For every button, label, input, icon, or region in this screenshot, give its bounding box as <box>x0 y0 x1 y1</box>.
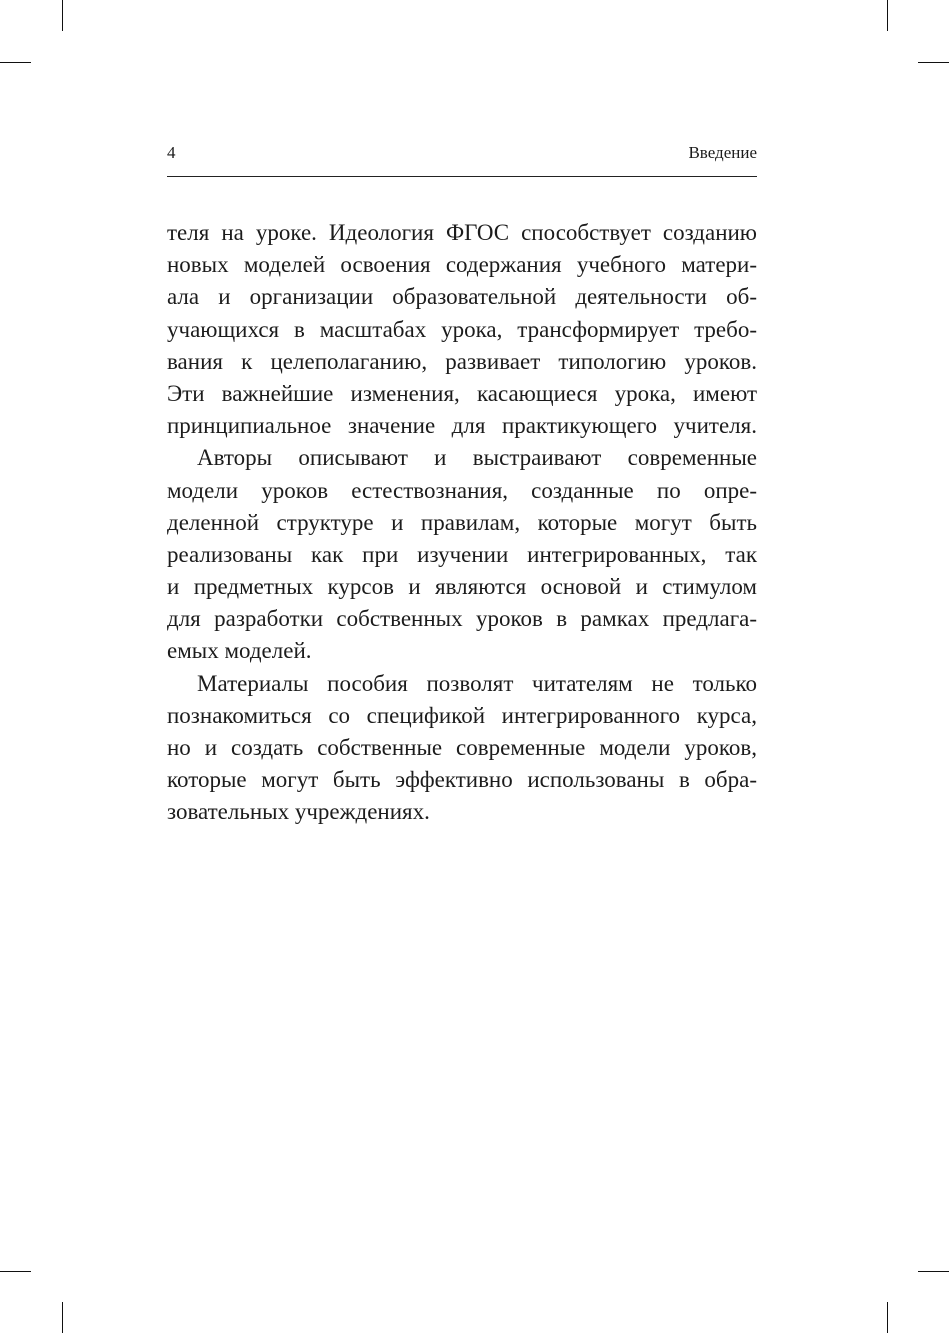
text-line: для разработки собственных уроков в рамках предлага- <box>167 606 757 632</box>
text-line: которые могут быть эффективно использованы в обра- <box>167 767 757 793</box>
text-line: ала и организации образовательной деятельности об- <box>167 284 757 310</box>
header-rule <box>167 176 757 177</box>
paragraph-3 <box>167 668 757 829</box>
crop-mark-bottom-left-horizontal <box>0 1271 31 1272</box>
text-line: модели уроков естествознания, созданные по опре- <box>167 477 757 503</box>
text-line: новых моделей освоения содержания учебного матери- <box>167 252 757 278</box>
paragraph-1 <box>167 217 757 442</box>
page-header <box>167 142 757 164</box>
text-line: Авторы описывают и выстраивают современные <box>197 445 757 471</box>
body-text <box>167 217 757 829</box>
text-line: зовательных учреждениях. <box>167 799 430 825</box>
crop-mark-top-left-vertical <box>62 0 63 31</box>
text-line: Материалы пособия позволят читателям не только <box>197 670 757 696</box>
crop-mark-top-left-horizontal <box>0 62 31 63</box>
text-line: и предметных курсов и являются основой и стимулом <box>167 574 757 600</box>
text-line: вания к целеполаганию, развивает типологию уроков. <box>167 348 757 374</box>
paragraph-2 <box>167 442 757 667</box>
page-number: 4 <box>167 143 176 162</box>
text-line: но и создать собственные современные модели уроков, <box>167 735 757 760</box>
crop-mark-top-right-horizontal <box>918 62 949 63</box>
text-line: учающихся в масштабах урока, трансформирует требо- <box>167 316 757 342</box>
crop-mark-bottom-left-vertical <box>62 1302 63 1333</box>
text-line: емых моделей. <box>167 638 312 664</box>
text-line: деленной структуре и правилам, которые могут быть <box>167 509 757 535</box>
text-line: реализованы как при изучении интегрированных, так <box>167 541 757 567</box>
crop-mark-bottom-right-vertical <box>887 1302 888 1333</box>
running-title: Введение <box>688 143 757 162</box>
crop-mark-top-right-vertical <box>887 0 888 31</box>
text-line: теля на уроке. Идеология ФГОС способствует созданию <box>167 220 757 245</box>
crop-mark-bottom-right-horizontal <box>918 1271 949 1272</box>
text-line: познакомиться со спецификой интегрированного курса, <box>167 702 757 728</box>
text-line: принципиальное значение для практикующего учителя. <box>167 413 757 439</box>
text-line: Эти важнейшие изменения, касающиеся урока, имеют <box>167 380 757 406</box>
